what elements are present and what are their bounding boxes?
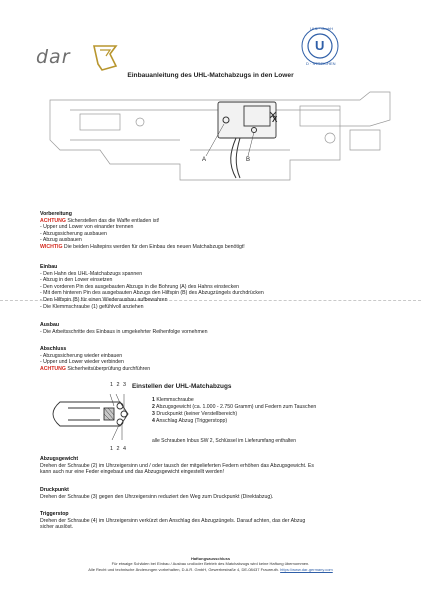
- vorbereitung-important: [40, 244, 410, 251]
- footer-line: Für etwaige Schäden bei Einbau / Ausbau und/oder Betrieb des Matchabzugs wird keine Haftung übernommen.: [111, 561, 310, 567]
- paragraph-line: Drehen der Schraube (2) im Uhrzeigersinn und / oder tausch der mitgelieferten Federn erhöhen das Abzugsgewicht. Es: [40, 462, 314, 469]
- section-abschluss: [40, 346, 410, 372]
- drawing-label-b: B: [246, 157, 251, 163]
- section-druckpunkt: [40, 487, 410, 500]
- einstellen-heading: Einstellen der UHL-Matchabzugs: [132, 383, 232, 390]
- item-text: Anschlag Abzug (Triggerstopp): [154, 418, 228, 424]
- list-item: - Den vorderen Pin des ausgebauten Abzugs in die Bohrung (A) des Hahns einstecken: [40, 283, 239, 290]
- lower-receiver-drawing: [40, 80, 400, 200]
- list-item: - Die Klemmschraube (1) gefühlvoll anziehen: [40, 303, 144, 310]
- dar-logo: [36, 42, 126, 72]
- warning-text: Sicherstellen das die Waffe entladen ist!: [65, 217, 160, 224]
- list-item: [152, 397, 316, 404]
- item-number: 3: [152, 411, 155, 417]
- paragraph-line: Drehen der Schraube (4) im Uhrzeigersinn verkürzt den Anschlag des Abzugzüngels. Darauf achten, das der Abzug: [40, 517, 306, 524]
- paragraph-line: sicher auslöst.: [40, 524, 74, 531]
- list-item: [152, 418, 316, 425]
- section-abzugsgewicht: [40, 456, 410, 476]
- list-item: - Die Arbeitsschritte des Einbaus in umgekehrter Reihenfolge vornehmen: [40, 328, 208, 335]
- item-text: Druckpunkt (keiner Verstellbereich): [154, 411, 238, 417]
- item-number: 4: [152, 418, 155, 424]
- diagram-label-bottom: 1 2 4: [110, 446, 127, 452]
- logo-text: dar: [36, 46, 71, 68]
- vorbereitung-heading: Vorbereitung: [40, 211, 72, 217]
- tool-note: alle Schrauben Inbus SW 2, Schlüssel im Lieferumfang enthalten: [152, 438, 296, 444]
- page-title: Einbauanleitung des UHL-Matchabzugs in den Lower: [127, 72, 294, 79]
- vorbereitung-warning: [40, 218, 410, 225]
- warning-text: Sicherheitsüberprüfung durchführen: [65, 365, 151, 372]
- drawing-label-a: A: [202, 157, 207, 163]
- section-vorbereitung: [40, 211, 410, 251]
- section-triggerstop: [40, 511, 410, 531]
- list-item: - Upper und Lower wieder verbinden: [40, 359, 124, 366]
- section-einbau: [40, 264, 410, 310]
- item-number: 1: [152, 397, 155, 403]
- list-item: [152, 411, 316, 418]
- list-item: - Abzug in den Lower einsetzen: [40, 277, 113, 284]
- logo-mark-icon: [36, 42, 126, 72]
- footer-line: [0, 567, 421, 572]
- list-item: - Den Hilfspin (B) für einen Wiederausbau aufbewahren: [40, 296, 168, 303]
- section-ausbau: [40, 322, 410, 335]
- item-text: Abzugsgewicht (ca. 1.000 - 2.750 Gramm) und Federn zum Tauschen: [154, 404, 317, 410]
- item-number: 2: [152, 404, 155, 410]
- list-item: - Den Hahn des UHL-Matchabzugs spannen: [40, 270, 143, 277]
- einbau-heading: Einbau: [40, 264, 58, 270]
- druckpunkt-heading: Druckpunkt: [40, 487, 69, 493]
- ausbau-heading: Ausbau: [40, 322, 60, 328]
- abschluss-warning: [40, 366, 410, 373]
- warning-label: ACHTUNG: [40, 365, 66, 372]
- seal-letter: U: [315, 38, 325, 53]
- paragraph-line: kann auch nur eine Feder eingebaut und das Abzugsgewicht eingestellt werden!: [40, 469, 224, 476]
- important-text: Die beiden Haltepins werden für den Einbau des neuen Matchabzugs benötigt!: [62, 243, 245, 250]
- seal-text-bottom: D · STREICHEN: [306, 61, 336, 66]
- trigger-adjust-diagram: [40, 390, 132, 446]
- paragraph-line: Drehen der Schraube (3) gegen den Uhrzeigersinn reduziert den Weg zum Druckpunkt (Direktabzug).: [40, 493, 274, 500]
- list-item: - Mit dem hinteren Pin des ausgebauten Abzugs den Hilfspin (B) des Abzugzüngels durchdrücken: [40, 290, 264, 297]
- list-item: - Abzug ausbauen: [40, 237, 82, 244]
- seal-text-top: UHL · GmbH: [310, 26, 333, 31]
- footer-heading: Haftungsausschluss: [190, 556, 231, 561]
- list-item: - Abzugssicherung wieder einbauen: [40, 352, 123, 359]
- uhl-seal: [300, 26, 340, 66]
- drawing-label-x: X: [272, 115, 278, 124]
- item-text: Klemmschraube: [154, 397, 194, 403]
- abzugsgewicht-heading: Abzugsgewicht: [40, 456, 79, 462]
- disclaimer-footer: [0, 556, 421, 572]
- footer-address: Alle Recht und technische Änderungen vorbehalten, D.A.R. GmbH, Gewerbestraße 4, DE-08437 Fraureuth.: [88, 566, 281, 572]
- list-item: - Abzugssicherung ausbauen: [40, 230, 107, 237]
- triggerstop-heading: Triggerstop: [40, 511, 69, 517]
- diagram-label-top: 1 2 3: [110, 382, 127, 388]
- list-item: [152, 404, 316, 411]
- adjustment-list: [152, 397, 316, 425]
- warning-label: ACHTUNG: [40, 217, 66, 224]
- important-label: WICHTIG: [40, 243, 63, 250]
- website-link[interactable]: https://www.dar-germany.com: [280, 566, 333, 572]
- abschluss-heading: Abschluss: [40, 346, 67, 352]
- list-item: - Upper und Lower von einander trennen: [40, 224, 134, 231]
